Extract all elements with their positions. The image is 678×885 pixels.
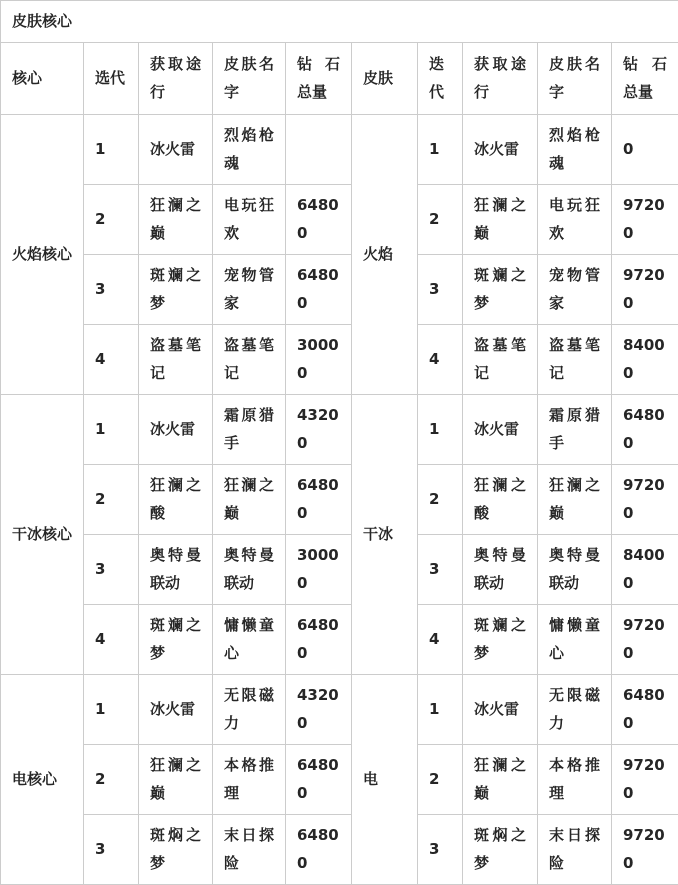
diamond-total-cell: 43200 bbox=[286, 394, 352, 464]
iteration-cell: 1 bbox=[418, 114, 463, 184]
skin-name-cell: 电玩狂欢 bbox=[538, 184, 612, 254]
table-row bbox=[1, 534, 678, 604]
col-header-diamond-total-left: 钻石总量 bbox=[286, 42, 352, 114]
source-cell: 斑斓之梦 bbox=[139, 604, 213, 674]
source-cell: 狂澜之巅 bbox=[139, 184, 213, 254]
skin-name-cell: 宠物管家 bbox=[213, 254, 286, 324]
iteration-cell: 1 bbox=[84, 674, 139, 744]
col-header-source-right: 获取途行 bbox=[463, 42, 538, 114]
iteration-cell: 2 bbox=[418, 744, 463, 814]
source-cell: 狂澜之酸 bbox=[463, 464, 538, 534]
source-cell: 狂澜之巅 bbox=[139, 744, 213, 814]
table-row bbox=[1, 464, 678, 534]
source-cell: 冰火雷 bbox=[463, 394, 538, 464]
iteration-cell: 3 bbox=[418, 814, 463, 884]
iteration-cell: 1 bbox=[418, 674, 463, 744]
skin-name-cell: 本格推理 bbox=[213, 744, 286, 814]
diamond-total-cell: 0 bbox=[612, 114, 678, 184]
diamond-total-cell: 64800 bbox=[286, 744, 352, 814]
skin-name-cell: 奥特曼联动 bbox=[538, 534, 612, 604]
diamond-total-cell: 64800 bbox=[286, 254, 352, 324]
skin-name-cell: 末日探险 bbox=[538, 814, 612, 884]
col-header-diamond-total-right: 钻石总量 bbox=[612, 42, 678, 114]
source-cell: 斑焖之梦 bbox=[463, 814, 538, 884]
skin-name-cell: 烈焰枪魂 bbox=[213, 114, 286, 184]
iteration-cell: 1 bbox=[418, 394, 463, 464]
diamond-total-cell: 97200 bbox=[612, 744, 678, 814]
diamond-total-cell: 43200 bbox=[286, 674, 352, 744]
col-header-skin: 皮肤 bbox=[352, 42, 418, 114]
iteration-cell: 3 bbox=[418, 534, 463, 604]
skin-name-cell: 末日探险 bbox=[213, 814, 286, 884]
iteration-cell: 2 bbox=[418, 184, 463, 254]
diamond-total-cell: 64800 bbox=[286, 464, 352, 534]
source-cell: 冰火雷 bbox=[463, 674, 538, 744]
diamond-total-cell: 64800 bbox=[286, 814, 352, 884]
source-cell: 盗墓笔记 bbox=[463, 324, 538, 394]
skin-name-cell: 无限磁力 bbox=[213, 674, 286, 744]
skin-name-cell: 慵懒童心 bbox=[213, 604, 286, 674]
skin-name-cell: 霜原猎手 bbox=[213, 394, 286, 464]
skin-name-cell: 无限磁力 bbox=[538, 674, 612, 744]
source-cell: 狂澜之酸 bbox=[139, 464, 213, 534]
col-header-core: 核心 bbox=[1, 42, 84, 114]
title-row bbox=[1, 1, 678, 43]
source-cell: 奥特曼联动 bbox=[463, 534, 538, 604]
table-row bbox=[1, 744, 678, 814]
skin-name-cell: 宠物管家 bbox=[538, 254, 612, 324]
diamond-total-cell: 64800 bbox=[286, 184, 352, 254]
header-row bbox=[1, 42, 678, 114]
diamond-total-cell: 30000 bbox=[286, 534, 352, 604]
table-row bbox=[1, 604, 678, 674]
skin-name-cell: 电玩狂欢 bbox=[213, 184, 286, 254]
source-cell: 奥特曼联动 bbox=[139, 534, 213, 604]
core-group-cell: 电核心 bbox=[1, 674, 84, 884]
table-row bbox=[1, 674, 678, 744]
source-cell: 盗墓笔记 bbox=[139, 324, 213, 394]
diamond-total-cell: 97200 bbox=[612, 184, 678, 254]
iteration-cell: 3 bbox=[84, 254, 139, 324]
skin-name-cell: 盗墓笔记 bbox=[538, 324, 612, 394]
iteration-cell: 3 bbox=[84, 534, 139, 604]
iteration-cell: 1 bbox=[84, 394, 139, 464]
table-row bbox=[1, 184, 678, 254]
iteration-cell: 3 bbox=[418, 254, 463, 324]
source-cell: 斑焖之梦 bbox=[139, 814, 213, 884]
col-header-source-left: 获取途行 bbox=[139, 42, 213, 114]
source-cell: 冰火雷 bbox=[139, 674, 213, 744]
iteration-cell: 2 bbox=[84, 184, 139, 254]
core-group-cell: 干冰核心 bbox=[1, 394, 84, 674]
iteration-cell: 4 bbox=[418, 324, 463, 394]
table-row bbox=[1, 254, 678, 324]
skin-name-cell: 本格推理 bbox=[538, 744, 612, 814]
diamond-total-cell: 64800 bbox=[286, 604, 352, 674]
table-title: 皮肤核心 bbox=[1, 1, 678, 43]
skin-name-cell: 狂澜之巅 bbox=[538, 464, 612, 534]
table-row bbox=[1, 394, 678, 464]
col-header-iteration-right: 迭代 bbox=[418, 42, 463, 114]
table-row bbox=[1, 324, 678, 394]
iteration-cell: 4 bbox=[84, 324, 139, 394]
col-header-skin-name-left: 皮肤名字 bbox=[213, 42, 286, 114]
source-cell: 斑斓之梦 bbox=[463, 254, 538, 324]
skin-name-cell: 狂澜之巅 bbox=[213, 464, 286, 534]
iteration-cell: 1 bbox=[84, 114, 139, 184]
diamond-total-cell bbox=[286, 114, 352, 184]
diamond-total-cell: 97200 bbox=[612, 604, 678, 674]
iteration-cell: 3 bbox=[84, 814, 139, 884]
iteration-cell: 4 bbox=[84, 604, 139, 674]
skin-name-cell: 奥特曼联动 bbox=[213, 534, 286, 604]
skin-group-cell: 干冰 bbox=[352, 394, 418, 674]
source-cell: 冰火雷 bbox=[463, 114, 538, 184]
iteration-cell: 2 bbox=[418, 464, 463, 534]
skin-group-cell: 电 bbox=[352, 674, 418, 884]
diamond-total-cell: 30000 bbox=[286, 324, 352, 394]
source-cell: 冰火雷 bbox=[139, 394, 213, 464]
skin-name-cell: 盗墓笔记 bbox=[213, 324, 286, 394]
diamond-total-cell: 97200 bbox=[612, 464, 678, 534]
col-header-skin-name-right: 皮肤名字 bbox=[538, 42, 612, 114]
source-cell: 冰火雷 bbox=[139, 114, 213, 184]
source-cell: 斑斓之梦 bbox=[139, 254, 213, 324]
diamond-total-cell: 64800 bbox=[612, 674, 678, 744]
iteration-cell: 4 bbox=[418, 604, 463, 674]
source-cell: 狂澜之巅 bbox=[463, 744, 538, 814]
diamond-total-cell: 97200 bbox=[612, 254, 678, 324]
iteration-cell: 2 bbox=[84, 744, 139, 814]
source-cell: 狂澜之巅 bbox=[463, 184, 538, 254]
skin-group-cell: 火焰 bbox=[352, 114, 418, 394]
skin-name-cell: 烈焰枪魂 bbox=[538, 114, 612, 184]
col-header-iteration-left: 选代 bbox=[84, 42, 139, 114]
skin-name-cell: 慵懒童心 bbox=[538, 604, 612, 674]
diamond-total-cell: 97200 bbox=[612, 814, 678, 884]
source-cell: 斑斓之梦 bbox=[463, 604, 538, 674]
diamond-total-cell: 64800 bbox=[612, 394, 678, 464]
diamond-total-cell: 84000 bbox=[612, 324, 678, 394]
iteration-cell: 2 bbox=[84, 464, 139, 534]
diamond-total-cell: 84000 bbox=[612, 534, 678, 604]
skin-name-cell: 霜原猎手 bbox=[538, 394, 612, 464]
core-group-cell: 火焰核心 bbox=[1, 114, 84, 394]
table-row bbox=[1, 114, 678, 184]
